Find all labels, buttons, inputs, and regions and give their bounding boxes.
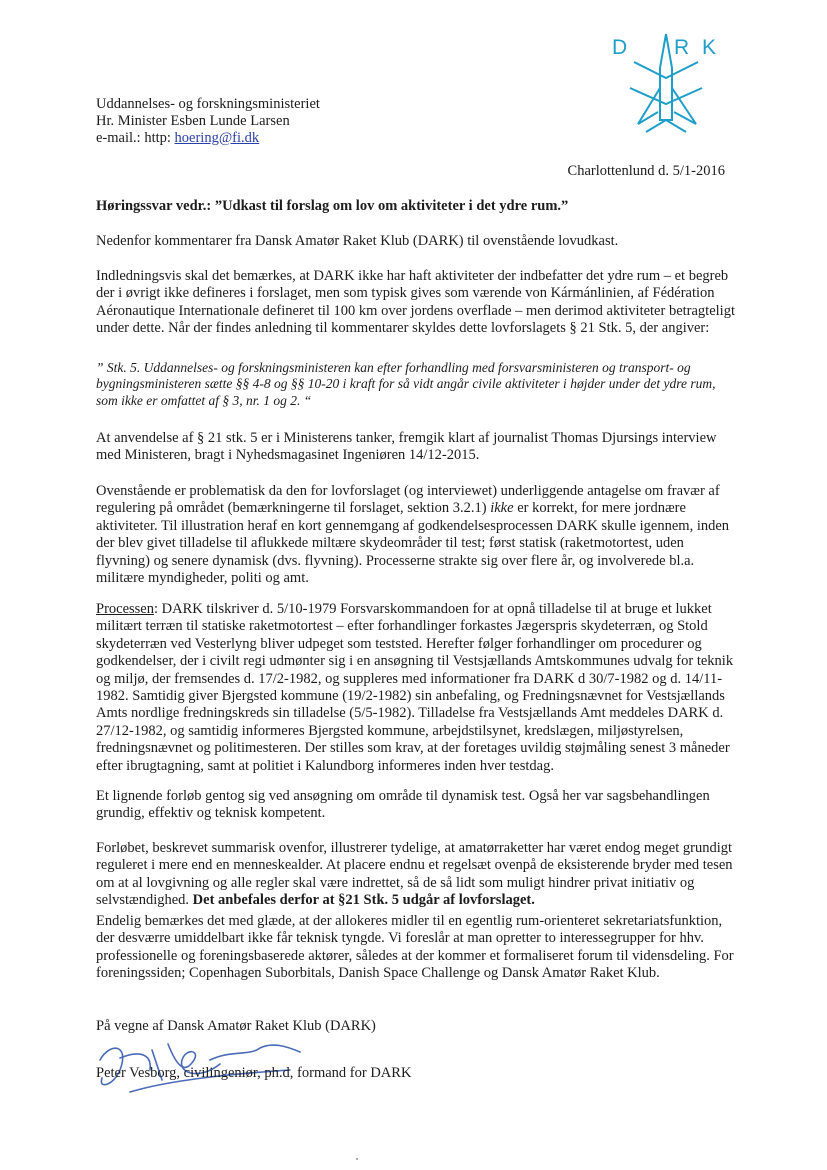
recipient-ministry: Uddannelses- og forskningsministeriet — [96, 96, 320, 112]
scan-speck — [356, 1158, 358, 1160]
email-prefix: e-mail.: http: — [96, 130, 175, 146]
email-link[interactable]: hoering@fi.dk — [174, 130, 260, 146]
recipient-email-line — [96, 130, 320, 147]
logo-letter-r: R — [674, 36, 691, 59]
paragraph-6-text: Forløbet, beskrevet summarisk ovenfor, illustrerer tydelige, at amatørraketter har været endog meget grundigt reguleret i mere end en menneskealder. At placere endnu et regelsæt ovenpå de eksisterende bryder med tesen om at al lovgivning og alle regler skal være indrettet, så de så lidt som muligt hindrer privat initiativ og selvstændighed. — [96, 840, 733, 909]
logo-letter-d: D — [612, 36, 629, 59]
recipient-minister: Hr. Minister Esben Lunde Larsen — [96, 113, 290, 129]
logo-letter-k: K — [702, 36, 718, 59]
letter-subject: Høringssvar vedr.: ”Udkast til forslag om lov om aktiviteter i det ydre rum.” — [96, 198, 569, 214]
paragraph-intro: Nedenfor kommentarer fra Dansk Amatør Raket Klub (DARK) til ovenstående lovudkast. — [96, 233, 619, 249]
paragraph-5: Et lignende forløb gentog sig ved ansøgning om område til dynamisk test. Også her var sagsbehandlingen grundig, effektiv og teknisk kompetent. — [96, 788, 710, 822]
paragraph-6 — [96, 840, 736, 910]
paragraph-process — [96, 601, 736, 775]
recommendation: Det anbefales derfor at §21 Stk. 5 udgår af lovforslaget. — [192, 892, 535, 909]
signer-line: Peter Vesborg, civilingeniør, ph.d, formand for DARK — [96, 1065, 412, 1081]
quoted-section: ” Stk. 5. Uddannelses- og forskningsministeren kan efter forhandling med forsvarsministeren og transport- og bygningsministeren sætte §§ 4-8 og §§ 10-20 i kraft for så vidt angår civile aktiviteter i højder under det ydre rum, som ikke er omfattet af § 3, nr. 1 og 2. “ — [96, 360, 716, 408]
letter-date: Charlottenlund d. 5/1-2016 — [567, 163, 725, 179]
paragraph-1: Indledningsvis skal det bemærkes, at DARK ikke har haft aktiviteter der indbefatter det ydre rum – et begreb der i øvrigt ikke defineres i forslaget, men som typisk gives som værende von Kármánlinien, af Fédération Aéronautique Internationale defineret til 100 km over jordens overflade – men derimod aktiviteter betragteligt under dette. Når der findes anledning til kommentarer skyldes dette lovforslagets § 21 Stk. 5, der angiver: — [96, 268, 735, 337]
paragraph-2: At anvendelse af § 21 stk. 5 er i Ministerens tanker, fremgik klart af journalist Thomas Djursings interview med Ministeren, bragt i Nyhedsmagasinet Ingeniøren 14/12-2015. — [96, 430, 717, 464]
paragraph-3-part-b: er korrekt, for mere jordnære aktiviteter. Til illustration heraf en kort gennemgang af godkendelsesprocessen DARK skulle igennem, inden der blev givet tilladelse til aflukkede miltære skydeområder til test; først statisk (raketmotortest, uden flyvning) og senere dynamisk (dvs. flyvning). Processerne strakte sig over flere år, og involverede bl.a. militære myndigheder, politi og amt. — [96, 500, 730, 587]
process-text: : DARK tilskriver d. 5/10-1979 Forsvarskommandoen for at opnå tilladelse til at bruge et lukket militært terræn til statiske raketmotortest – efter forhandlinger forkastes Jægerspris skydeterræn, og Stold skydeterræn ved Vesterlyng bliver udpeget som teststed. Herefter følger forhandlinger om procedurer og godkendelser, der i civilt regi udmønter sig i en ansøgning til Vestsjællands Amtskommunes udvalg for teknik og miljø, der fremsendes d. 17/2-1982, og suppleres med informationer fra DARK d 30/7-1982 og d. 14/11-1982. Samtidig giver Bjergsted kommune (19/2-1982) sin anbefaling, og Fredningsnævnet for Vestsjællands Amts nordlige fredningskreds sin tilladelse (5/5-1982). Tilladelse fra Vestsjællands Amt meddeles DARK d. 27/12-1982, og samtidig informeres Bjergsted kommune, arbejdstilsynet, kredslægen, miljøstyrelsen, fredningsnævnet og politimesteren. Der stilles som krav, at der foretages uvildig støjmåling senest 3 måneder efter ibrugtagning, samt at politiet i Kalundborg informeres inden hver testdag. — [96, 601, 734, 774]
recipient-address — [96, 96, 320, 147]
paragraph-3-part-a: Ovenstående er problematisk da den for lovforslaget (og interviewet) underliggende antagelse om fravær af regulering på området (bemærkningerne til forslaget, sektion 3.2.1) — [96, 483, 720, 517]
paragraph-7: Endelig bemærkes det med glæde, at der allokeres midler til en egentlig rum-orienteret sekretariatsfunktion, der desværre umiddelbart ikke får teknisk tyngde. Vi foreslår at man opretter to interessegrupper for hhv. professionelle og foreningsbaserede aktører, således at der kommer et formaliseret forum til vidensdeling. For foreningssiden; Copenhagen Suborbitals, Danish Space Challenge og Dansk Amatør Raket Klub. — [96, 913, 734, 982]
closing-line: På vegne af Dansk Amatør Raket Klub (DARK) — [96, 1018, 376, 1034]
dark-logo — [600, 28, 730, 138]
paragraph-3-italic: ikke — [490, 500, 514, 517]
rocket-emblem-icon — [600, 28, 730, 138]
process-label: Processen — [96, 601, 154, 617]
paragraph-3 — [96, 483, 736, 587]
